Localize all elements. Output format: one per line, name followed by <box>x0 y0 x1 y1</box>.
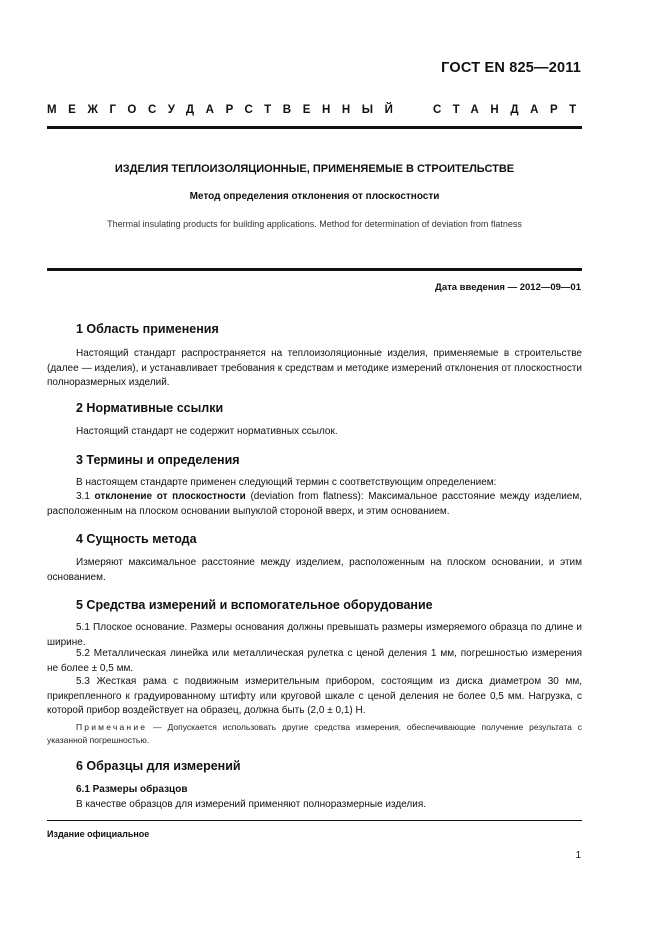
effective-date: Дата введения — 2012—09—01 <box>435 282 581 293</box>
document-subtitle: Метод определения отклонения от плоскостности <box>189 191 440 202</box>
title-rule <box>47 268 582 271</box>
interstate-standard-heading <box>47 104 588 116</box>
gost-code: ГОСТ EN 825—2011 <box>441 60 581 76</box>
note-text: — Допускается использовать другие средства измерения, обеспечивающие получение результата с указанной погрешностью. <box>47 722 582 745</box>
term-name: отклонение от плоскостности <box>94 491 246 502</box>
clause-5-1: 5.1 Плоское основание. Размеры основания должны превышать размеры измеряемого образца по длине и ширине. <box>47 622 582 648</box>
note-label: Примечание <box>76 722 148 732</box>
note <box>47 721 582 747</box>
standard-word: СТАНДАРТ <box>433 104 588 116</box>
section-1-heading: 1 Область применения <box>76 322 219 336</box>
interstate-word: МЕЖГОСУДАРСТВЕННЫЙ <box>47 104 405 116</box>
term-definition-3-1 <box>47 490 582 519</box>
term-definition: (deviation from flatness): Максимальное расстояние между изделием, расположенным на плоском основании выпуклой стороной вверх, и этим основанием. <box>47 491 583 517</box>
section-3-paragraph: В настоящем стандарте применен следующий термин с соответствующим определением: <box>76 477 497 488</box>
footer-rule <box>47 820 582 821</box>
section-5-heading: 5 Средства измерений и вспомогательное оборудование <box>76 598 433 612</box>
section-3-heading: 3 Термины и определения <box>76 453 240 467</box>
clause-5-3: 5.3 Жесткая рама с подвижным измерительным прибором, состоящим из диска диаметром 30 мм, прикрепленного к градуированному штифту или круговой шкале с ценой деления не более 0,5 мм. Нагрузка, с которой прибор воздействует на образец, должна быть (2,0 ± 0,1) Н. <box>47 676 582 716</box>
english-title: Thermal insulating products for building applications. Method for determination of deviation from flatness <box>107 219 522 229</box>
document-title: ИЗДЕЛИЯ ТЕПЛОИЗОЛЯЦИОННЫЕ, ПРИМЕНЯЕМЫЕ В СТРОИТЕЛЬСТВЕ <box>114 163 515 175</box>
header-rule <box>47 126 582 129</box>
page-number: 1 <box>575 850 581 861</box>
clause-6-1-paragraph: В качестве образцов для измерений применяют полноразмерные изделия. <box>76 799 427 810</box>
section-4-heading: 4 Сущность метода <box>76 532 197 546</box>
section-6-heading: 6 Образцы для измерений <box>76 759 241 773</box>
clause-6-1-heading: 6.1 Размеры образцов <box>76 784 188 795</box>
section-4-paragraph: Измеряют максимальное расстояние между изделием, расположенным на плоском основании, и этим основанием. <box>47 557 582 583</box>
section-1-paragraph: Настоящий стандарт распространяется на теплоизоляционные изделия, применяемые в строительстве (далее — изделия), и устанавливает требования к средствам и методике измерений отклонения от плоскостности полноразмерных изделий. <box>47 348 582 388</box>
section-2-paragraph: Настоящий стандарт не содержит нормативных ссылок. <box>76 426 338 437</box>
clause-5-2: 5.2 Металлическая линейка или металлическая рулетка с ценой деления 1 мм, погрешностью измерения не более ± 0,5 мм. <box>47 648 582 674</box>
section-2-heading: 2 Нормативные ссылки <box>76 401 224 415</box>
official-edition: Издание официальное <box>47 829 150 839</box>
term-number: 3.1 <box>76 491 95 502</box>
